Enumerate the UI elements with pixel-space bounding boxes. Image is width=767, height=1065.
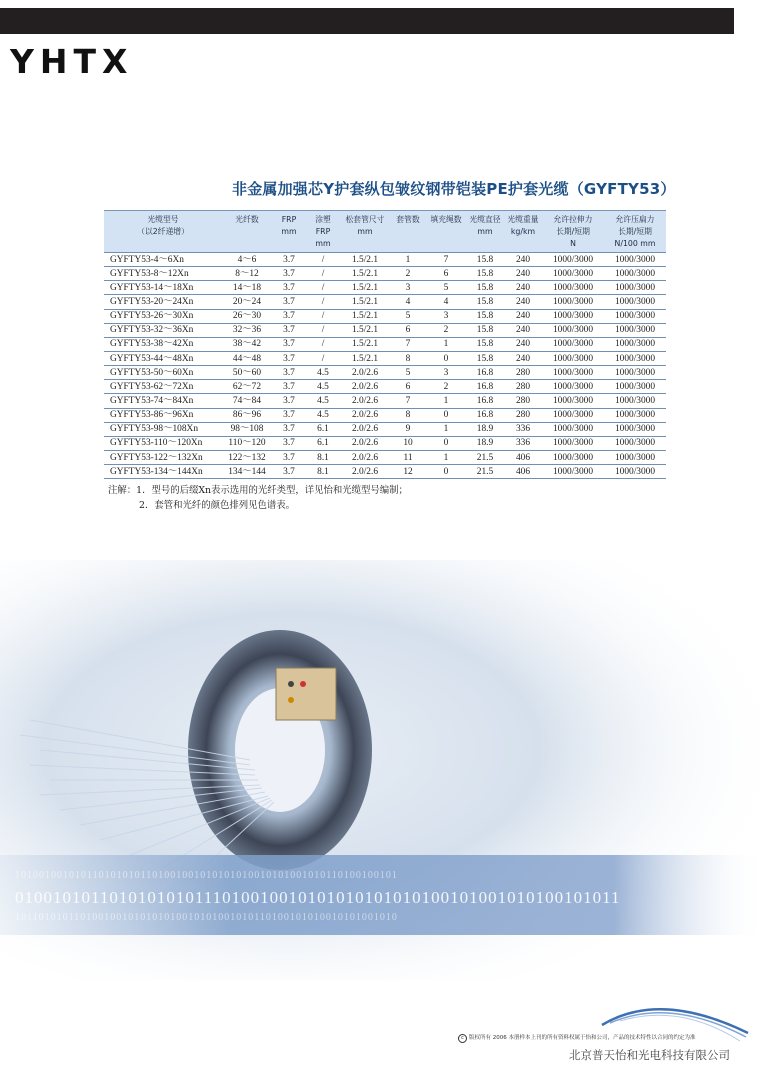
table-cell: 32～36 bbox=[222, 323, 272, 337]
model-cell: GYFTY53-74～84Xn bbox=[104, 394, 222, 408]
column-header-line2 bbox=[427, 226, 465, 238]
table-cell: 10 bbox=[390, 436, 426, 450]
binary-text-2: 0100101011010101010111010010010101010101010100101001010100101011 bbox=[15, 888, 621, 907]
table-cell: 5 bbox=[390, 366, 426, 380]
column-header bbox=[340, 211, 390, 253]
table-cell: 50～60 bbox=[222, 366, 272, 380]
table-cell: / bbox=[306, 351, 340, 365]
column-header-line2 bbox=[223, 226, 271, 238]
column-header-line2: mm bbox=[477, 227, 493, 236]
table-row bbox=[104, 408, 666, 422]
table-cell: 2.0/2.6 bbox=[340, 408, 390, 422]
column-header-line3 bbox=[341, 238, 389, 250]
table-cell: 406 bbox=[504, 465, 542, 479]
table-row bbox=[104, 295, 666, 309]
table-cell: 240 bbox=[504, 253, 542, 267]
table-cell: 1000/3000 bbox=[604, 295, 666, 309]
table-row bbox=[104, 253, 666, 267]
model-cell: GYFTY53-8～12Xn bbox=[104, 267, 222, 281]
table-cell: 8～12 bbox=[222, 267, 272, 281]
column-header-line3 bbox=[391, 238, 425, 250]
table-cell: / bbox=[306, 281, 340, 295]
model-cell: GYFTY53-26～30Xn bbox=[104, 309, 222, 323]
table-cell: 1000/3000 bbox=[542, 337, 604, 351]
table-cell: 0 bbox=[426, 351, 466, 365]
column-header bbox=[466, 211, 504, 253]
table-cell: 6 bbox=[390, 380, 426, 394]
table-cell: 4.5 bbox=[306, 408, 340, 422]
table-cell: 8 bbox=[390, 351, 426, 365]
table-row bbox=[104, 323, 666, 337]
table-cell: 4.5 bbox=[306, 366, 340, 380]
column-header-line1: FRP bbox=[281, 215, 297, 224]
table-cell: 1000/3000 bbox=[542, 465, 604, 479]
table-cell: 1000/3000 bbox=[604, 422, 666, 436]
table-cell: 8.1 bbox=[306, 465, 340, 479]
table-cell: 18.9 bbox=[466, 422, 504, 436]
table-cell: 21.5 bbox=[466, 465, 504, 479]
table-cell: 15.8 bbox=[466, 281, 504, 295]
table-cell: 1.5/2.1 bbox=[340, 267, 390, 281]
column-header-line2: 长期/短期 bbox=[556, 227, 590, 236]
table-cell: 15.8 bbox=[466, 351, 504, 365]
page-title: 非金属加强芯Y护套纵包皱纹钢带铠装PE护套光缆（GYFTY53） bbox=[232, 180, 676, 198]
table-cell: 2.0/2.6 bbox=[340, 436, 390, 450]
table-cell: 38～42 bbox=[222, 337, 272, 351]
column-header-line1: 光缆直径 bbox=[469, 215, 501, 224]
column-header-line2: FRP bbox=[315, 227, 331, 236]
table-cell: 2.0/2.6 bbox=[340, 422, 390, 436]
table-cell: 1000/3000 bbox=[542, 450, 604, 464]
column-header-line1: 光纤数 bbox=[235, 215, 259, 224]
table-cell: 280 bbox=[504, 394, 542, 408]
table-cell: 1 bbox=[426, 337, 466, 351]
table-cell: 4.5 bbox=[306, 394, 340, 408]
column-header-line2: 长期/短期 bbox=[618, 227, 652, 236]
table-cell: 1.5/2.1 bbox=[340, 309, 390, 323]
table-cell: 1000/3000 bbox=[542, 295, 604, 309]
table-cell: 74～84 bbox=[222, 394, 272, 408]
table-cell: 3 bbox=[426, 366, 466, 380]
table-cell: 1000/3000 bbox=[604, 253, 666, 267]
table-cell: 15.8 bbox=[466, 253, 504, 267]
spec-table bbox=[104, 210, 666, 479]
table-cell: 44～48 bbox=[222, 351, 272, 365]
table-cell: 3.7 bbox=[272, 253, 306, 267]
table-row bbox=[104, 267, 666, 281]
table-cell: 3 bbox=[390, 281, 426, 295]
table-header-row bbox=[104, 211, 666, 253]
table-cell: 1000/3000 bbox=[604, 436, 666, 450]
table-cell: 1 bbox=[426, 422, 466, 436]
table-cell: 3.7 bbox=[272, 267, 306, 281]
table-cell: 1000/3000 bbox=[542, 394, 604, 408]
column-header-line2: （以2纤递增） bbox=[137, 227, 189, 236]
table-row bbox=[104, 337, 666, 351]
table-cell: 336 bbox=[504, 422, 542, 436]
table-cell: 3.7 bbox=[272, 450, 306, 464]
table-cell: 86～96 bbox=[222, 408, 272, 422]
table-cell: 3.7 bbox=[272, 436, 306, 450]
table-cell: 2 bbox=[426, 380, 466, 394]
column-header-line1: 套管数 bbox=[396, 215, 420, 224]
model-cell: GYFTY53-4～6Xn bbox=[104, 253, 222, 267]
table-cell: 336 bbox=[504, 436, 542, 450]
column-header bbox=[272, 211, 306, 253]
column-header bbox=[104, 211, 222, 253]
column-header-line3 bbox=[223, 238, 271, 250]
table-cell: 1000/3000 bbox=[604, 394, 666, 408]
column-header-line2: kg/km bbox=[510, 227, 536, 236]
column-header-line1: 松套管尺寸 bbox=[345, 215, 385, 224]
copyright-icon: c bbox=[458, 1034, 467, 1043]
table-row bbox=[104, 309, 666, 323]
table-cell: / bbox=[306, 337, 340, 351]
table-cell: 2 bbox=[390, 267, 426, 281]
table-cell: 3.7 bbox=[272, 366, 306, 380]
table-cell: 2.0/2.6 bbox=[340, 465, 390, 479]
table-cell: 240 bbox=[504, 295, 542, 309]
table-cell: 122～132 bbox=[222, 450, 272, 464]
table-cell: 6.1 bbox=[306, 422, 340, 436]
table-row bbox=[104, 351, 666, 365]
table-row bbox=[104, 394, 666, 408]
table-cell: / bbox=[306, 309, 340, 323]
column-header-line1: 光缆重量 bbox=[507, 215, 539, 224]
table-cell: / bbox=[306, 267, 340, 281]
table-cell: 2.0/2.6 bbox=[340, 394, 390, 408]
column-header bbox=[222, 211, 272, 253]
copyright-line bbox=[458, 1033, 696, 1043]
column-header-line2: mm bbox=[357, 227, 373, 236]
table-cell: 240 bbox=[504, 337, 542, 351]
notes bbox=[108, 483, 408, 513]
column-header-line3 bbox=[105, 238, 221, 250]
column-header-line3 bbox=[427, 238, 465, 250]
table-cell: 15.8 bbox=[466, 267, 504, 281]
table-cell: 3.7 bbox=[272, 422, 306, 436]
table-cell: 5 bbox=[426, 281, 466, 295]
note-2: 2．套管和光纤的颜色排列见色谱表。 bbox=[139, 500, 295, 511]
brand-logo: YHTX bbox=[10, 42, 134, 81]
column-header bbox=[504, 211, 542, 253]
table-body bbox=[104, 253, 666, 479]
table-cell: 3.7 bbox=[272, 337, 306, 351]
table-cell: 1000/3000 bbox=[604, 351, 666, 365]
table-cell: 0 bbox=[426, 465, 466, 479]
table-cell: 1000/3000 bbox=[604, 323, 666, 337]
column-header-line3 bbox=[273, 238, 305, 250]
table-cell: 98～108 bbox=[222, 422, 272, 436]
table-cell: 7 bbox=[426, 253, 466, 267]
table-cell: 3.7 bbox=[272, 323, 306, 337]
column-header-line2: mm bbox=[281, 227, 297, 236]
table-cell: 1000/3000 bbox=[542, 281, 604, 295]
table-row bbox=[104, 436, 666, 450]
table-cell: 12 bbox=[390, 465, 426, 479]
table-cell: / bbox=[306, 295, 340, 309]
model-cell: GYFTY53-98～108Xn bbox=[104, 422, 222, 436]
table-cell: 240 bbox=[504, 351, 542, 365]
table-cell: 1000/3000 bbox=[542, 422, 604, 436]
model-cell: GYFTY53-14～18Xn bbox=[104, 281, 222, 295]
table-cell: 1.5/2.1 bbox=[340, 253, 390, 267]
table-cell: / bbox=[306, 253, 340, 267]
column-header-line3 bbox=[467, 238, 503, 250]
table-cell: 8.1 bbox=[306, 450, 340, 464]
table-cell: 7 bbox=[390, 337, 426, 351]
table-cell: 1000/3000 bbox=[604, 337, 666, 351]
table-cell: 1.5/2.1 bbox=[340, 351, 390, 365]
table-cell: 280 bbox=[504, 408, 542, 422]
table-cell: 3.7 bbox=[272, 281, 306, 295]
table-cell: 1000/3000 bbox=[542, 436, 604, 450]
model-cell: GYFTY53-110～120Xn bbox=[104, 436, 222, 450]
model-cell: GYFTY53-20～24Xn bbox=[104, 295, 222, 309]
table-cell: 134～144 bbox=[222, 465, 272, 479]
model-cell: GYFTY53-86～96Xn bbox=[104, 408, 222, 422]
table-cell: 1 bbox=[426, 450, 466, 464]
table-cell: 1000/3000 bbox=[604, 408, 666, 422]
table-cell: 1000/3000 bbox=[604, 281, 666, 295]
model-cell: GYFTY53-44～48Xn bbox=[104, 351, 222, 365]
table-cell: 4 bbox=[390, 295, 426, 309]
table-cell: 1000/3000 bbox=[542, 323, 604, 337]
column-header-line1: 光缆型号 bbox=[147, 215, 179, 224]
column-header-line3 bbox=[505, 238, 541, 250]
table-cell: 18.9 bbox=[466, 436, 504, 450]
table-cell: 280 bbox=[504, 380, 542, 394]
column-header-line3: N bbox=[570, 239, 576, 248]
table-cell: 3.7 bbox=[272, 408, 306, 422]
table-cell: 240 bbox=[504, 309, 542, 323]
table-cell: 240 bbox=[504, 267, 542, 281]
table-cell: 1000/3000 bbox=[542, 253, 604, 267]
table-cell: 0 bbox=[426, 408, 466, 422]
column-header-line1: 涂塑 bbox=[315, 215, 331, 224]
table-cell: 3 bbox=[426, 309, 466, 323]
binary-text-3: 1011010101101001001010101010010101001010110100101010010101001010 bbox=[15, 912, 398, 923]
table-cell: 1000/3000 bbox=[604, 380, 666, 394]
table-cell: 0 bbox=[426, 436, 466, 450]
table-cell: 3.7 bbox=[272, 309, 306, 323]
table-cell: 3.7 bbox=[272, 380, 306, 394]
table-row bbox=[104, 366, 666, 380]
table-cell: 16.8 bbox=[466, 408, 504, 422]
table-cell: 240 bbox=[504, 323, 542, 337]
model-cell: GYFTY53-62～72Xn bbox=[104, 380, 222, 394]
table-cell: 2.0/2.6 bbox=[340, 380, 390, 394]
note-1: 注解：1．型号的后缀Xn表示选用的光纤类型，详见怡和光缆型号编制； bbox=[108, 485, 408, 496]
table-cell: 15.8 bbox=[466, 295, 504, 309]
table-cell: 2.0/2.6 bbox=[340, 366, 390, 380]
table-cell: 1.5/2.1 bbox=[340, 295, 390, 309]
table-cell: 15.8 bbox=[466, 337, 504, 351]
table-cell: 1000/3000 bbox=[604, 465, 666, 479]
column-header-line3: mm bbox=[315, 239, 331, 248]
table-row bbox=[104, 465, 666, 479]
table-cell: 1000/3000 bbox=[542, 267, 604, 281]
model-cell: GYFTY53-122～132Xn bbox=[104, 450, 222, 464]
column-header-line3: N/100 mm bbox=[614, 239, 656, 248]
table-cell: 3.7 bbox=[272, 351, 306, 365]
table-cell: 1.5/2.1 bbox=[340, 323, 390, 337]
table-cell: 16.8 bbox=[466, 394, 504, 408]
table-cell: 110～120 bbox=[222, 436, 272, 450]
table-cell: 1000/3000 bbox=[604, 267, 666, 281]
table-cell: 1000/3000 bbox=[604, 309, 666, 323]
table-cell: 7 bbox=[390, 394, 426, 408]
table-cell: 240 bbox=[504, 281, 542, 295]
copyright-text: 版权所有 2006 本册样本上刊的所有资料权属于怡和公司，产品的技术特性以合同的约定为准 bbox=[469, 1035, 696, 1041]
table-cell: 1000/3000 bbox=[604, 450, 666, 464]
table-cell: 14～18 bbox=[222, 281, 272, 295]
table-cell: 6 bbox=[426, 267, 466, 281]
table-cell: 15.8 bbox=[466, 323, 504, 337]
column-header bbox=[426, 211, 466, 253]
table-cell: 1000/3000 bbox=[542, 351, 604, 365]
table-row bbox=[104, 380, 666, 394]
table-cell: 1000/3000 bbox=[542, 380, 604, 394]
table-cell: / bbox=[306, 323, 340, 337]
table-cell: 1.5/2.1 bbox=[340, 281, 390, 295]
model-cell: GYFTY53-32～36Xn bbox=[104, 323, 222, 337]
table-cell: 4.5 bbox=[306, 380, 340, 394]
column-header bbox=[306, 211, 340, 253]
table-cell: 26～30 bbox=[222, 309, 272, 323]
table-cell: 6 bbox=[390, 323, 426, 337]
column-header-line1: 允许拉伸力 bbox=[553, 215, 593, 224]
table-row bbox=[104, 450, 666, 464]
column-header bbox=[542, 211, 604, 253]
table-cell: 62～72 bbox=[222, 380, 272, 394]
table-cell: 5 bbox=[390, 309, 426, 323]
table-cell: 1.5/2.1 bbox=[340, 337, 390, 351]
column-header-line1: 允许压扁力 bbox=[615, 215, 655, 224]
table-cell: 1000/3000 bbox=[604, 366, 666, 380]
table-cell: 3.7 bbox=[272, 465, 306, 479]
table-cell: 1000/3000 bbox=[542, 408, 604, 422]
column-header bbox=[390, 211, 426, 253]
table-cell: 16.8 bbox=[466, 380, 504, 394]
binary-text-1: 1010010010101101010101101001001010101010010101001010110100100101 bbox=[15, 870, 398, 881]
table-cell: 4 bbox=[426, 295, 466, 309]
table-cell: 3.7 bbox=[272, 295, 306, 309]
top-bar bbox=[0, 8, 734, 34]
table-cell: 16.8 bbox=[466, 366, 504, 380]
model-cell: GYFTY53-38～42Xn bbox=[104, 337, 222, 351]
model-cell: GYFTY53-134～144Xn bbox=[104, 465, 222, 479]
table-cell: 2 bbox=[426, 323, 466, 337]
table-cell: 8 bbox=[390, 408, 426, 422]
table-cell: 4～6 bbox=[222, 253, 272, 267]
table-cell: 2.0/2.6 bbox=[340, 450, 390, 464]
table-cell: 1 bbox=[390, 253, 426, 267]
table-cell: 21.5 bbox=[466, 450, 504, 464]
column-header-line1: 填充绳数 bbox=[430, 215, 462, 224]
table-cell: 3.7 bbox=[272, 394, 306, 408]
table-cell: 20～24 bbox=[222, 295, 272, 309]
column-header bbox=[604, 211, 666, 253]
table-row bbox=[104, 281, 666, 295]
table-cell: 6.1 bbox=[306, 436, 340, 450]
table-cell: 406 bbox=[504, 450, 542, 464]
table-cell: 9 bbox=[390, 422, 426, 436]
table-cell: 1000/3000 bbox=[542, 366, 604, 380]
table-cell: 1000/3000 bbox=[542, 309, 604, 323]
model-cell: GYFTY53-50～60Xn bbox=[104, 366, 222, 380]
table-cell: 11 bbox=[390, 450, 426, 464]
company-name: 北京普天怡和光电科技有限公司 bbox=[569, 1048, 730, 1062]
table-cell: 15.8 bbox=[466, 309, 504, 323]
table-cell: 1 bbox=[426, 394, 466, 408]
table-cell: 280 bbox=[504, 366, 542, 380]
column-header-line2 bbox=[391, 226, 425, 238]
table-row bbox=[104, 422, 666, 436]
